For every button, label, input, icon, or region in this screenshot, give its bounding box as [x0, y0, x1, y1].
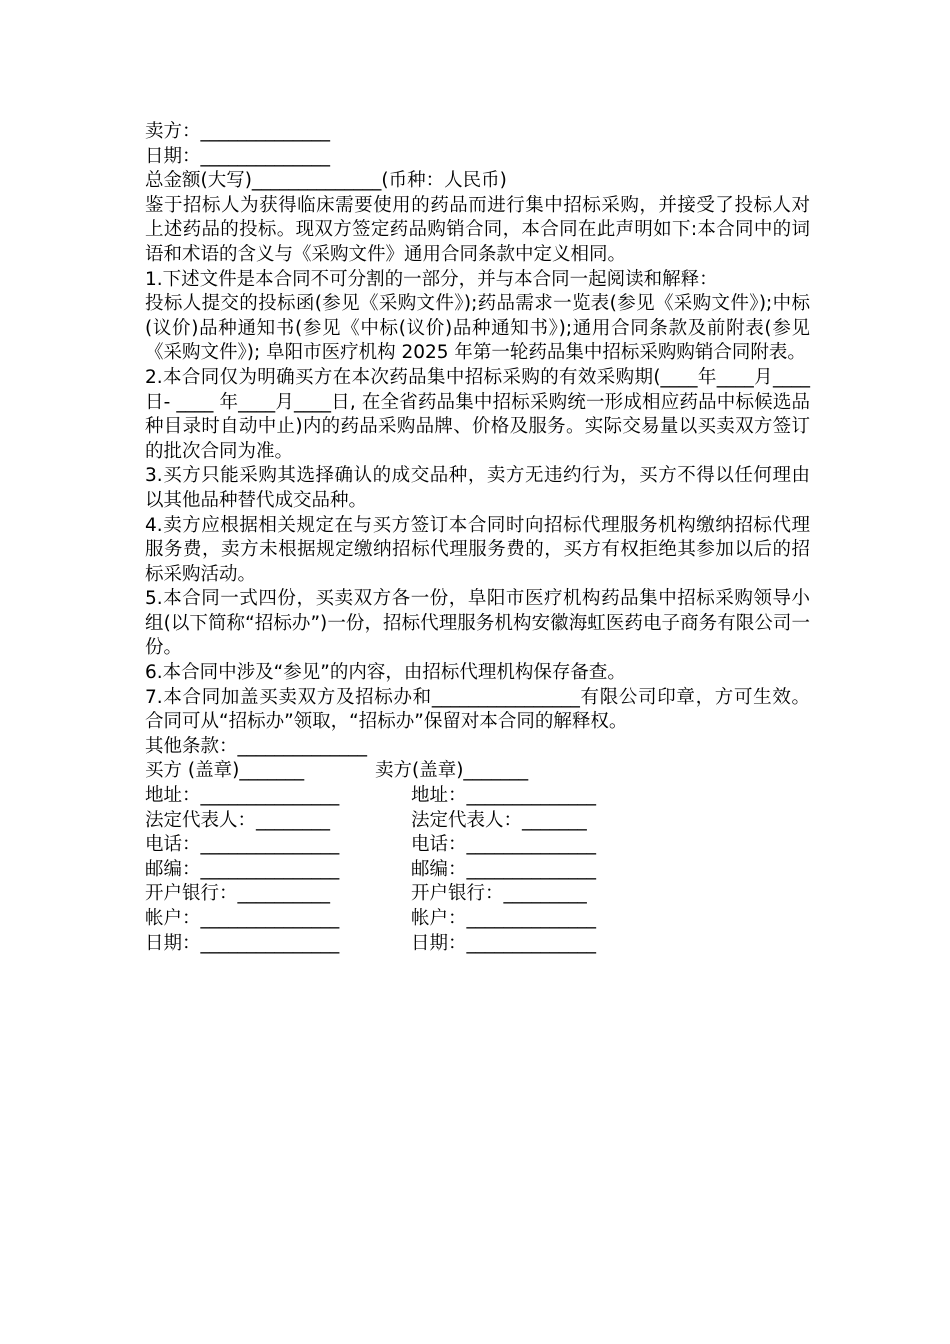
- seller-date: 日期：______________: [411, 932, 597, 954]
- buyer-address: 地址：_______________: [145, 785, 340, 807]
- buyer-date: 日期：_______________: [145, 932, 340, 954]
- signature-row-phone: [145, 833, 810, 858]
- clause-1: 1.下述文件是本合同不可分割的一部分，并与本合同一起阅读和解释：: [145, 268, 718, 290]
- seal-row: [145, 759, 810, 784]
- clause-4: 4.卖方应根据相关规定在与买方签订本合同时向招标代理服务机构缴纳招标代理服务费，卖方未根据规定缴纳招标代理服务费的，买方有权拒绝其参加以后的招标采购活动。: [145, 514, 810, 585]
- total-amount-line: 总金额(大写)______________(币种：人民币): [145, 170, 507, 192]
- signature-row-representative: [145, 809, 810, 834]
- date-line: 日期：______________: [145, 145, 331, 167]
- preamble-paragraph: 鉴于招标人为获得临床需要使用的药品而进行集中招标采购，并接受了投标人对上述药品的投标。现双方签定药品购销合同，本合同在此声明如下:本合同中的词语和术语的含义与《采购文件》通用合同条款中定义相同。: [145, 194, 810, 265]
- seller-representative: 法定代表人：_______: [411, 809, 587, 831]
- seller-phone: 电话：______________: [411, 834, 597, 856]
- buyer-phone: 电话：_______________: [145, 834, 340, 856]
- buyer-postcode: 邮编：_______________: [145, 858, 340, 880]
- buyer-account: 帐户：_______________: [145, 908, 340, 929]
- seller-bank: 开户银行：_________: [411, 883, 587, 905]
- clause-7: 7.本合同加盖买卖双方及招标办和________________有限公司印章，方可生效。合同可从“招标办”领取，“招标办”保留对本合同的解释权。: [145, 686, 810, 733]
- seller-seal: 卖方(盖章)_______: [375, 760, 529, 782]
- buyer-representative: 法定代表人：________: [145, 809, 331, 831]
- signature-row-address: [145, 784, 810, 809]
- buyer-seal: 买方 (盖章)_______: [145, 760, 305, 782]
- other-terms-line: 其他条款：______________: [145, 735, 368, 757]
- clause-5: 5.本合同一式四份，买卖双方各一份，阜阳市医疗机构药品集中招标采购领导小组(以下简称“招标办”)一份，招标代理服务机构安徽海虹医药电子商务有限公司一份。: [145, 588, 810, 659]
- seller-account: 帐户：______________: [411, 908, 597, 929]
- clause-2: 2.本合同仅为明确买方在本次药品集中招标采购的有效采购期(____年____月____日- ____ 年____月____日, 在全省药品集中招标采购统一形成相应药品中标候选品种目录时自动中止)内的药品采购品牌、价格及服务。实际交易量以买卖双方签订的批次合同为准。: [145, 366, 810, 462]
- buyer-bank: 开户银行：__________: [145, 883, 331, 905]
- signature-row-account: [145, 907, 810, 932]
- clause-6: 6.本合同中涉及“参见”的内容，由招标代理机构保存备查。: [145, 662, 626, 684]
- signature-row-postcode: [145, 858, 810, 883]
- seller-line: 卖方：______________: [145, 121, 331, 142]
- contract-body: [145, 120, 810, 956]
- clause-3: 3.买方只能采购其选择确认的成交品种，卖方无违约行为，买方不得以任何理由以其他品种替代成交品种。: [145, 465, 810, 511]
- signature-row-date: [145, 932, 810, 957]
- signature-row-bank: [145, 882, 810, 907]
- seller-address: 地址：______________: [411, 785, 597, 807]
- seller-postcode: 邮编：______________: [411, 858, 597, 880]
- clause-1-documents: 投标人提交的投标函(参见《采购文件》);药品需求一览表(参见《采购文件》);中标(议价)品种通知书(参见《中标(议价)品种通知书》);通用合同条款及前附表(参见《采购文件》); 阜阳市医疗机构 2025 年第一轮药品集中招标采购购销合同附表。: [145, 293, 810, 364]
